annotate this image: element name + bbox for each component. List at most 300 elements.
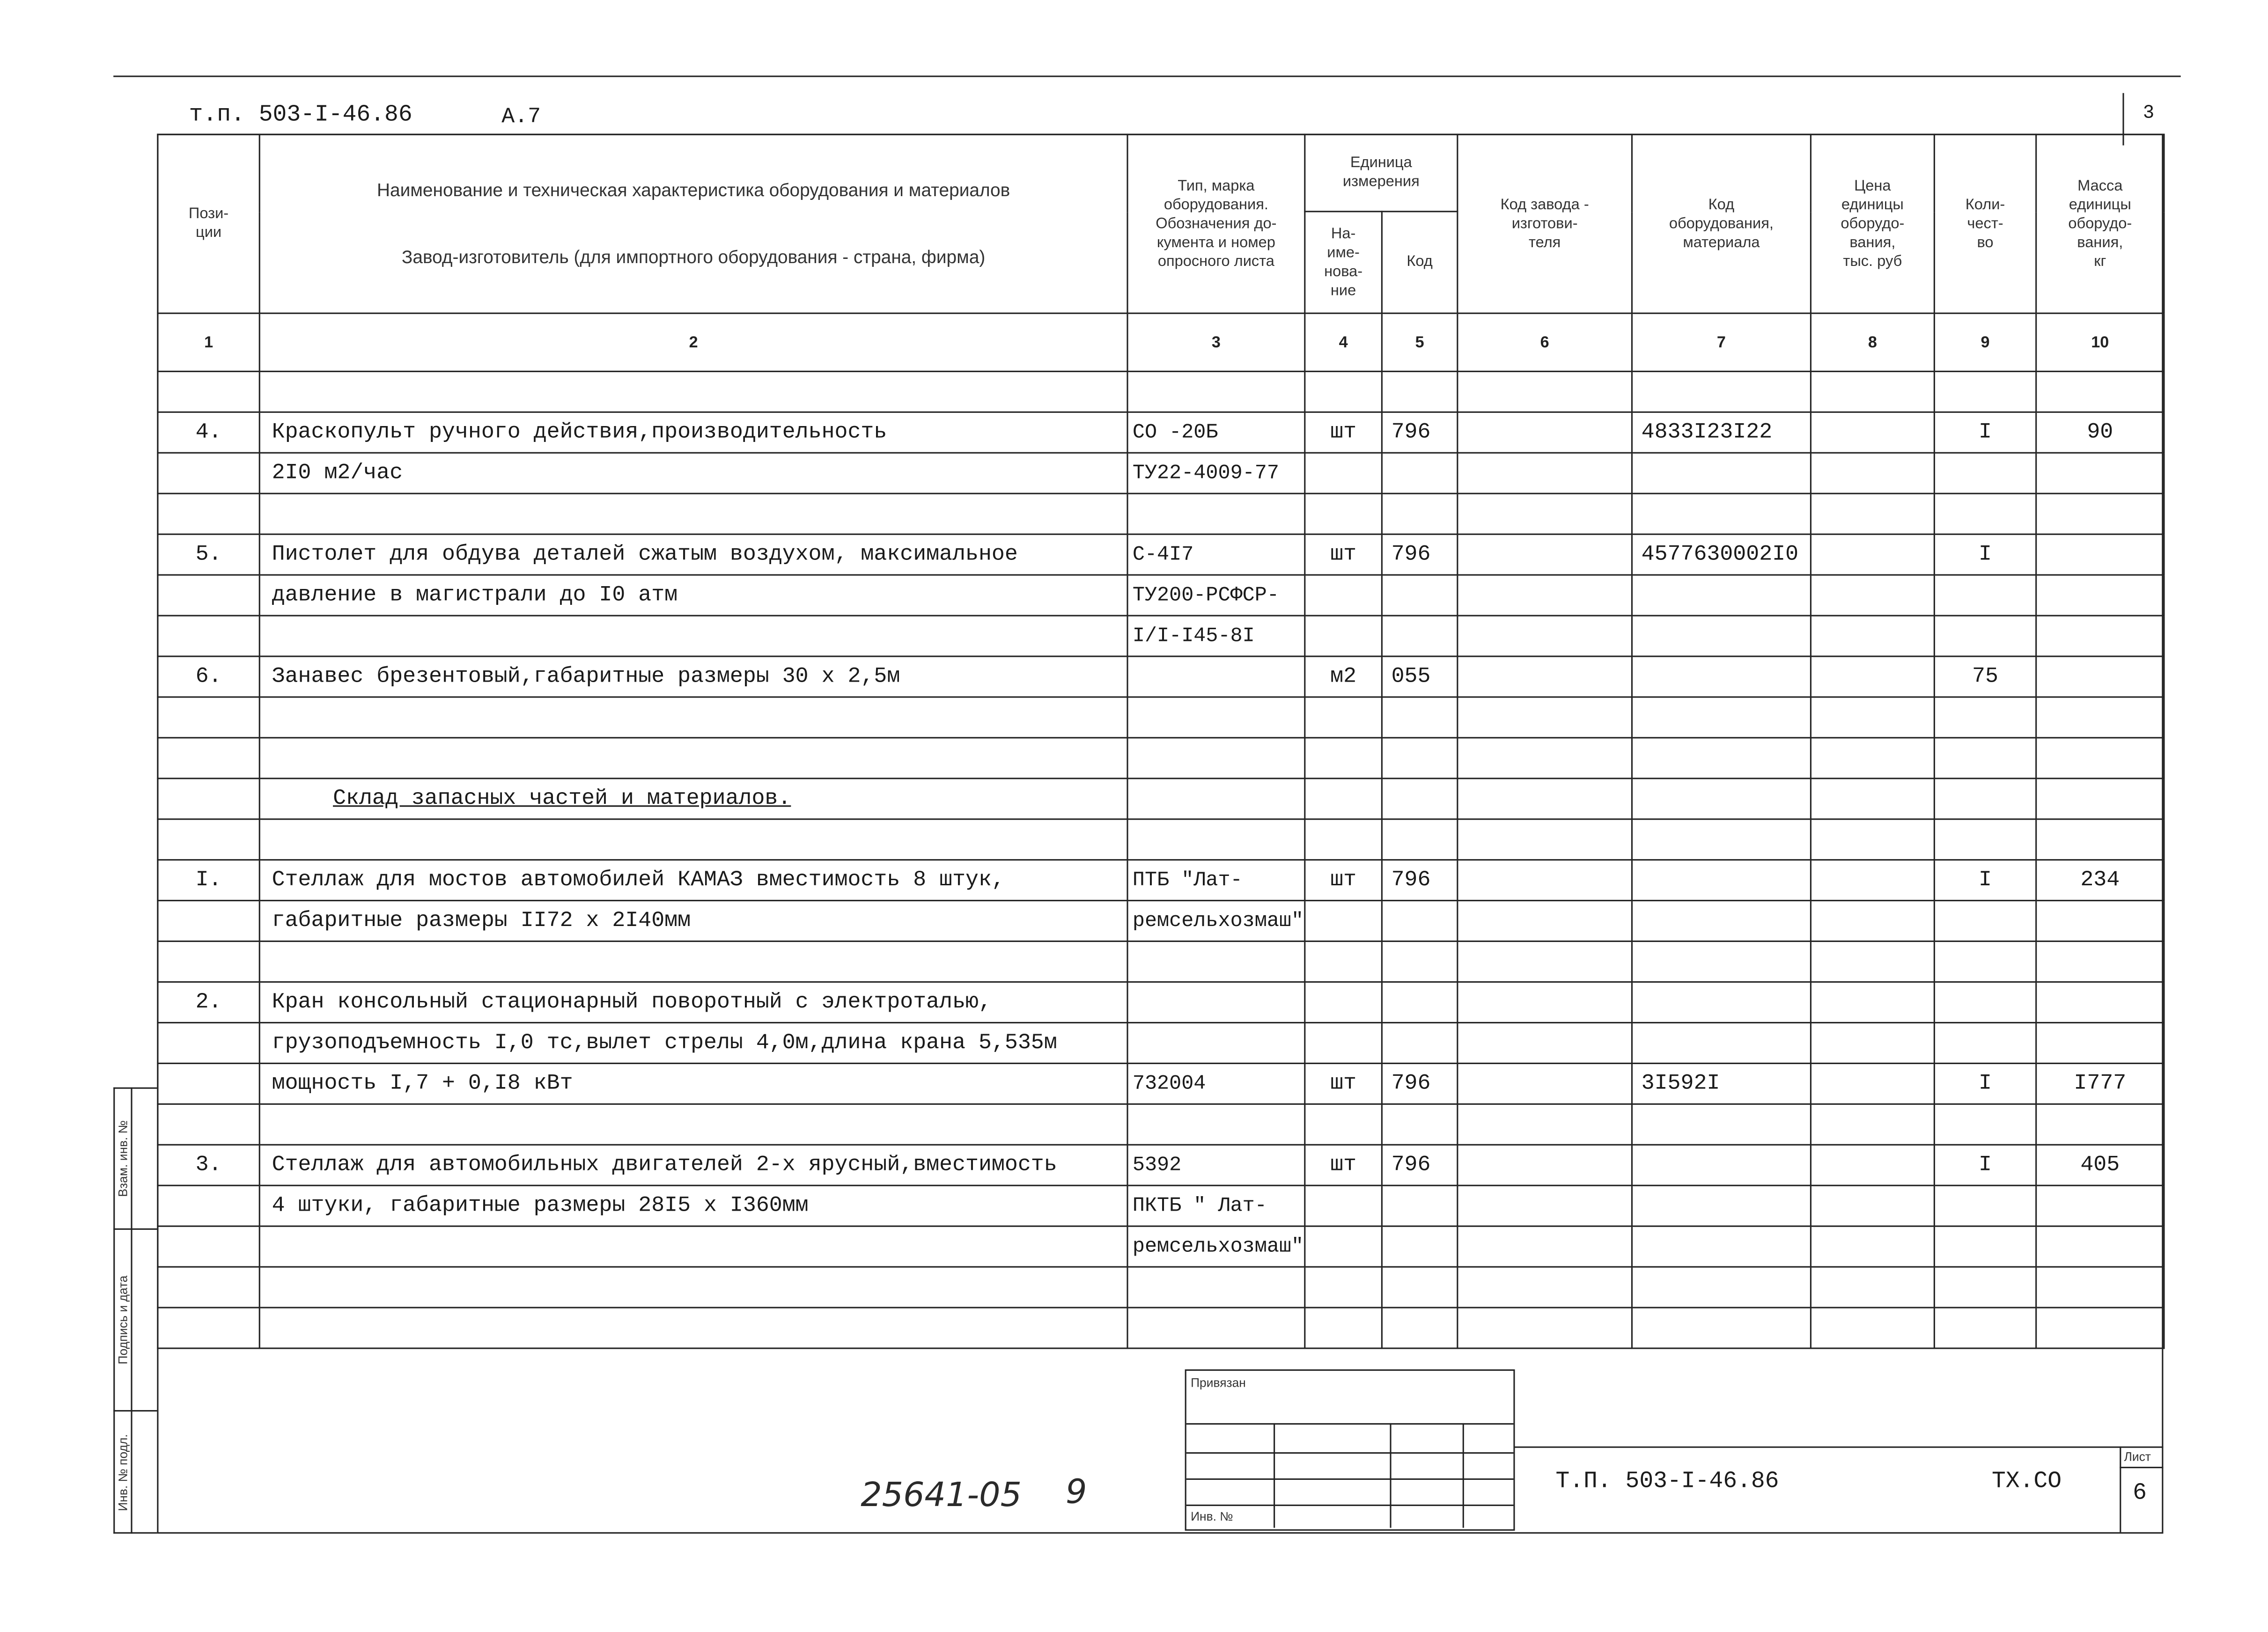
cell-unit-code: 796 [1382,534,1457,575]
signature-date-label: Подпись и дата [115,1274,130,1364]
cell-quantity: I [1934,860,2036,901]
stamp-divider [1463,1423,1464,1528]
cell-position [158,1226,259,1267]
cell-quantity [1934,1226,2036,1267]
header-unit-mass: Масса единицы оборудо- вания, кг [2036,134,2164,313]
cell-equipment-code [1632,982,1811,1022]
cell-unit-name [1305,1185,1382,1226]
cell-position [158,453,259,493]
header-unit-code: Код [1382,212,1457,313]
table-row [158,779,2164,819]
cell-name [259,941,1127,982]
cell-quantity [1934,371,2036,412]
cell-unit-price [1811,738,1934,779]
cell-quantity [1934,941,2036,982]
margin-strip-border [113,1088,115,1534]
cell-type-mark [1127,697,1305,738]
cell-type-mark [1127,1267,1305,1308]
cell-unit-mass [2036,453,2164,493]
cell-unit-name: шт [1305,534,1382,575]
cell-unit-price [1811,371,1934,412]
cell-equipment-code [1632,779,1811,819]
cell-manufacturer-code [1458,1145,1632,1185]
cell-name: давление в магистрали до I0 атм [259,575,1127,616]
cell-unit-price [1811,1226,1934,1267]
cell-manufacturer-code [1458,779,1632,819]
table-row [158,1104,2164,1145]
handwritten-sheet: 9 [1066,1474,1087,1512]
cell-unit-name [1305,616,1382,656]
cell-unit-name [1305,779,1382,819]
cell-unit-name [1305,453,1382,493]
cell-quantity [1934,453,2036,493]
title-document-code: Т.П. 503-I-46.86 [1555,1468,1779,1495]
cell-unit-name [1305,901,1382,941]
cell-name [259,1226,1127,1267]
column-number: 6 [1458,313,1632,371]
cell-unit-price [1811,453,1934,493]
cell-unit-name: м2 [1305,656,1382,697]
cell-manufacturer-code [1458,941,1632,982]
cell-name [259,819,1127,860]
header-name [259,134,1127,313]
cell-unit-mass: I777 [2036,1063,2164,1104]
cell-unit-mass [2036,1185,2164,1226]
cell-manufacturer-code [1458,819,1632,860]
cell-name [259,1308,1127,1348]
cell-position: 5. [158,534,259,575]
cell-unit-mass [2036,697,2164,738]
cell-type-mark: СО -20Б [1127,412,1305,453]
cell-unit-mass [2036,738,2164,779]
cell-quantity [1934,575,2036,616]
cell-unit-price [1811,941,1934,982]
column-number: 1 [158,313,259,371]
cell-unit-name [1305,1267,1382,1308]
cell-unit-price [1811,1308,1934,1348]
cell-unit-name [1305,493,1382,534]
cell-unit-name [1305,982,1382,1022]
stamp-divider [1186,1505,1514,1506]
cell-quantity: 75 [1934,656,2036,697]
replaced-inventory-label: Взам. инв. № [115,1119,130,1197]
header-position: Пози- ции [158,134,259,313]
cell-type-mark [1127,779,1305,819]
cell-unit-price [1811,819,1934,860]
cell-manufacturer-code [1458,371,1632,412]
cell-unit-name [1305,941,1382,982]
cell-unit-mass: 90 [2036,412,2164,453]
cell-name: Стеллаж для мостов автомобилей КАМАЗ вместимость 8 штук, [259,860,1127,901]
table-row [158,941,2164,982]
cell-unit-code [1382,616,1457,656]
cell-equipment-code [1632,1022,1811,1063]
cell-equipment-code [1632,453,1811,493]
table-row [158,1267,2164,1308]
cell-unit-code [1382,1022,1457,1063]
table-header [158,134,2164,371]
cell-quantity: I [1934,1063,2036,1104]
stamp-divider [1274,1423,1275,1528]
cell-unit-mass [2036,1104,2164,1145]
cell-name [259,371,1127,412]
cell-type-mark [1127,371,1305,412]
cell-equipment-code [1632,738,1811,779]
cell-unit-price [1811,1267,1934,1308]
header-manufacturer-code: Код завода - изготови- теля [1458,134,1632,313]
cell-quantity [1934,1185,2036,1226]
cell-unit-code [1382,697,1457,738]
top-rule [113,75,2180,77]
cell-quantity [1934,1308,2036,1348]
cell-type-mark [1127,1022,1305,1063]
cell-equipment-code [1632,1185,1811,1226]
corner-page-number: 3 [2143,102,2155,124]
cell-name [259,1104,1127,1145]
cell-unit-code [1382,901,1457,941]
cell-unit-name [1305,1226,1382,1267]
cell-unit-price [1811,1022,1934,1063]
cell-unit-code: 796 [1382,412,1457,453]
cell-unit-mass [2036,819,2164,860]
table-body [158,371,2164,1348]
table-row [158,1145,2164,1185]
specification-table [157,134,2165,1349]
cell-unit-code [1382,982,1457,1022]
cell-manufacturer-code [1458,412,1632,453]
cell-position [158,779,259,819]
cell-equipment-code: 4833I23I22 [1632,412,1811,453]
cell-manufacturer-code [1458,1267,1632,1308]
header-name-line2: Завод-изготовитель (для импортного оборудования - страна, фирма) [401,246,986,267]
header-name-line1: Наименование и техническая характеристика оборудования и материалов [376,179,1010,200]
cell-unit-code [1382,738,1457,779]
column-number: 9 [1934,313,2036,371]
table-row [158,575,2164,616]
cell-equipment-code [1632,493,1811,534]
cell-unit-code [1382,779,1457,819]
cell-unit-price [1811,901,1934,941]
cell-name: Пистолет для обдува деталей сжатым воздухом, максимальное [259,534,1127,575]
cell-unit-mass [2036,534,2164,575]
handwritten-number: 25641-05 [861,1477,1022,1515]
cell-manufacturer-code [1458,453,1632,493]
cell-quantity [1934,819,2036,860]
cell-position [158,575,259,616]
cell-position [158,371,259,412]
sheet-box-divider [2120,1447,2121,1532]
cell-position: 3. [158,1145,259,1185]
cell-unit-code [1382,493,1457,534]
cell-name: 4 штуки, габаритные размеры 28I5 х I360мм [259,1185,1127,1226]
cell-unit-code [1382,575,1457,616]
table-row [158,1022,2164,1063]
cell-manufacturer-code [1458,1226,1632,1267]
cell-manufacturer-code [1458,575,1632,616]
cell-unit-mass [2036,982,2164,1022]
cell-quantity [1934,1104,2036,1145]
table-row [158,1063,2164,1104]
top-album-reference: А.7 [501,104,541,130]
cell-unit-name: шт [1305,1063,1382,1104]
cell-type-mark: 732004 [1127,1063,1305,1104]
cell-unit-price [1811,656,1934,697]
cell-unit-name: шт [1305,860,1382,901]
cell-equipment-code [1632,1145,1811,1185]
cell-position [158,616,259,656]
cell-position [158,1022,259,1063]
title-document-mark: ТХ.СО [1991,1468,2062,1495]
cell-type-mark: ремсельхозмаш" [1127,901,1305,941]
cell-equipment-code [1632,575,1811,616]
cell-type-mark: ТУ22-4009-77 [1127,453,1305,493]
cell-unit-name [1305,371,1382,412]
cell-unit-code [1382,1185,1457,1226]
cell-type-mark [1127,982,1305,1022]
table-row [158,738,2164,779]
cell-unit-mass [2036,493,2164,534]
cell-unit-name: шт [1305,1145,1382,1185]
cell-unit-mass: 405 [2036,1145,2164,1185]
cell-unit-price [1811,697,1934,738]
cell-equipment-code: 4577630002I0 [1632,534,1811,575]
cell-unit-mass [2036,1308,2164,1348]
cell-manufacturer-code [1458,738,1632,779]
cell-name: Кран консольный стационарный поворотный с электроталью, [259,982,1127,1022]
cell-unit-name [1305,1022,1382,1063]
cell-quantity: I [1934,534,2036,575]
cell-unit-code [1382,819,1457,860]
cell-quantity [1934,982,2036,1022]
cell-unit-price [1811,493,1934,534]
attachment-stamp [1185,1369,1515,1531]
cell-quantity: I [1934,1145,2036,1185]
column-number: 10 [2036,313,2164,371]
cell-equipment-code [1632,616,1811,656]
top-document-code: т.п. 503-I-46.86 [189,102,412,128]
cell-unit-mass [2036,656,2164,697]
cell-unit-price [1811,1063,1934,1104]
cell-position [158,1104,259,1145]
cell-unit-code: 055 [1382,656,1457,697]
cell-position: 6. [158,656,259,697]
cell-quantity [1934,1267,2036,1308]
cell-unit-code: 796 [1382,1145,1457,1185]
table-row [158,901,2164,941]
cell-equipment-code [1632,1267,1811,1308]
cell-unit-mass [2036,371,2164,412]
cell-unit-price [1811,616,1934,656]
cell-manufacturer-code [1458,1308,1632,1348]
cell-type-mark: ПТБ "Лат- [1127,860,1305,901]
cell-quantity [1934,738,2036,779]
cell-unit-price [1811,860,1934,901]
cell-type-mark: ПКТБ " Лат- [1127,1185,1305,1226]
cell-name: мощность I,7 + 0,I8 кВт [259,1063,1127,1104]
cell-unit-mass [2036,1226,2164,1267]
column-number: 5 [1382,313,1457,371]
column-number: 3 [1127,313,1305,371]
cell-equipment-code [1632,656,1811,697]
cell-equipment-code [1632,1308,1811,1348]
cell-unit-mass [2036,1267,2164,1308]
cell-unit-code [1382,941,1457,982]
cell-equipment-code [1632,860,1811,901]
cell-type-mark [1127,1308,1305,1348]
cell-type-mark: С-4I7 [1127,534,1305,575]
cell-unit-mass [2036,779,2164,819]
cell-unit-mass [2036,1022,2164,1063]
table-row [158,453,2164,493]
margin-strip-divider [131,1088,132,1534]
header-unit: Единица измерения [1305,134,1458,212]
cell-position: 2. [158,982,259,1022]
cell-equipment-code [1632,371,1811,412]
cell-unit-price [1811,412,1934,453]
cell-name [259,493,1127,534]
cell-position [158,819,259,860]
cell-unit-price [1811,534,1934,575]
section-heading: Склад запасных частей и материалов. [259,779,1127,819]
cell-equipment-code [1632,819,1811,860]
stamp-divider [1390,1423,1391,1528]
cell-unit-price [1811,779,1934,819]
cell-unit-code [1382,371,1457,412]
cell-position [158,941,259,982]
cell-name [259,697,1127,738]
cell-position [158,1308,259,1348]
column-number: 2 [259,313,1127,371]
table-row [158,412,2164,453]
cell-unit-mass: 234 [2036,860,2164,901]
column-number: 7 [1632,313,1811,371]
title-block-divider [1515,1447,2164,1448]
cell-type-mark [1127,941,1305,982]
cell-unit-name [1305,819,1382,860]
cell-unit-price [1811,1145,1934,1185]
cell-manufacturer-code [1458,697,1632,738]
cell-name: грузоподъемность I,0 тс,вылет стрелы 4,0м,длина крана 5,535м [259,1022,1127,1063]
cell-type-mark [1127,738,1305,779]
attached-label: Привязан [1191,1375,1246,1390]
cell-quantity [1934,616,2036,656]
table-row [158,697,2164,738]
header-type-mark: Тип, марка оборудования. Обозначения до- кумента и номер опросного листа [1127,134,1305,313]
cell-unit-code [1382,453,1457,493]
cell-name [259,738,1127,779]
cell-type-mark [1127,819,1305,860]
cell-manufacturer-code [1458,493,1632,534]
cell-quantity [1934,901,2036,941]
cell-manufacturer-code [1458,1185,1632,1226]
cell-type-mark: ТУ200-РСФСР- [1127,575,1305,616]
table-row [158,493,2164,534]
table-row [158,534,2164,575]
cell-name: 2I0 м2/час [259,453,1127,493]
table-row [158,1308,2164,1348]
cell-unit-price [1811,1185,1934,1226]
cell-equipment-code [1632,941,1811,982]
cell-manufacturer-code [1458,982,1632,1022]
cell-unit-name [1305,1104,1382,1145]
cell-unit-mass [2036,616,2164,656]
column-number: 4 [1305,313,1382,371]
header-equipment-code: Код оборудования, материала [1632,134,1811,313]
cell-manufacturer-code [1458,1022,1632,1063]
table-row [158,371,2164,412]
cell-position: 4. [158,412,259,453]
stamp-divider [1186,1452,1514,1454]
table-row [158,1226,2164,1267]
inventory-label: Инв. № [1191,1509,1233,1524]
cell-unit-name: шт [1305,412,1382,453]
cell-unit-price [1811,575,1934,616]
cell-unit-mass [2036,941,2164,982]
cell-position: I. [158,860,259,901]
cell-name [259,616,1127,656]
cell-unit-price [1811,982,1934,1022]
sheet-number: 6 [2133,1479,2147,1506]
cell-type-mark [1127,493,1305,534]
cell-type-mark: I/I-I45-8I [1127,616,1305,656]
cell-unit-code [1382,1267,1457,1308]
cell-quantity: I [1934,412,2036,453]
cell-type-mark: 5392 [1127,1145,1305,1185]
table-row [158,656,2164,697]
cell-name [259,1267,1127,1308]
cell-position [158,1185,259,1226]
cell-unit-code [1382,1308,1457,1348]
cell-equipment-code: 3I592I [1632,1063,1811,1104]
header-unit-price: Цена единицы оборудо- вания, тыс. руб [1811,134,1934,313]
cell-type-mark: ремсельхозмаш" [1127,1226,1305,1267]
cell-position [158,738,259,779]
cell-quantity [1934,779,2036,819]
cell-unit-name [1305,738,1382,779]
cell-unit-mass [2036,575,2164,616]
cell-unit-code [1382,1226,1457,1267]
original-inventory-label: Инв. № подл. [115,1433,130,1511]
cell-equipment-code [1632,1104,1811,1145]
cell-equipment-code [1632,697,1811,738]
cell-position [158,1063,259,1104]
cell-manufacturer-code [1458,534,1632,575]
sheet-box-divider [2120,1467,2163,1468]
cell-quantity [1934,697,2036,738]
cell-position [158,697,259,738]
cell-name: Стеллаж для автомобильных двигателей 2-х ярусный,вместимость [259,1145,1127,1185]
cell-equipment-code [1632,901,1811,941]
cell-type-mark [1127,656,1305,697]
cell-unit-code: 796 [1382,1063,1457,1104]
table-row [158,860,2164,901]
cell-position [158,1267,259,1308]
cell-manufacturer-code [1458,901,1632,941]
cell-manufacturer-code [1458,1104,1632,1145]
table-row [158,982,2164,1022]
table-row [158,819,2164,860]
cell-position [158,493,259,534]
stamp-divider [1186,1478,1514,1480]
cell-unit-price [1811,1104,1934,1145]
cell-quantity [1934,1022,2036,1063]
cell-manufacturer-code [1458,860,1632,901]
cell-unit-name [1305,575,1382,616]
cell-manufacturer-code [1458,1063,1632,1104]
cell-name: Краскопульт ручного действия,производительность [259,412,1127,453]
cell-equipment-code [1632,1226,1811,1267]
cell-name: габаритные размеры II72 х 2I40мм [259,901,1127,941]
